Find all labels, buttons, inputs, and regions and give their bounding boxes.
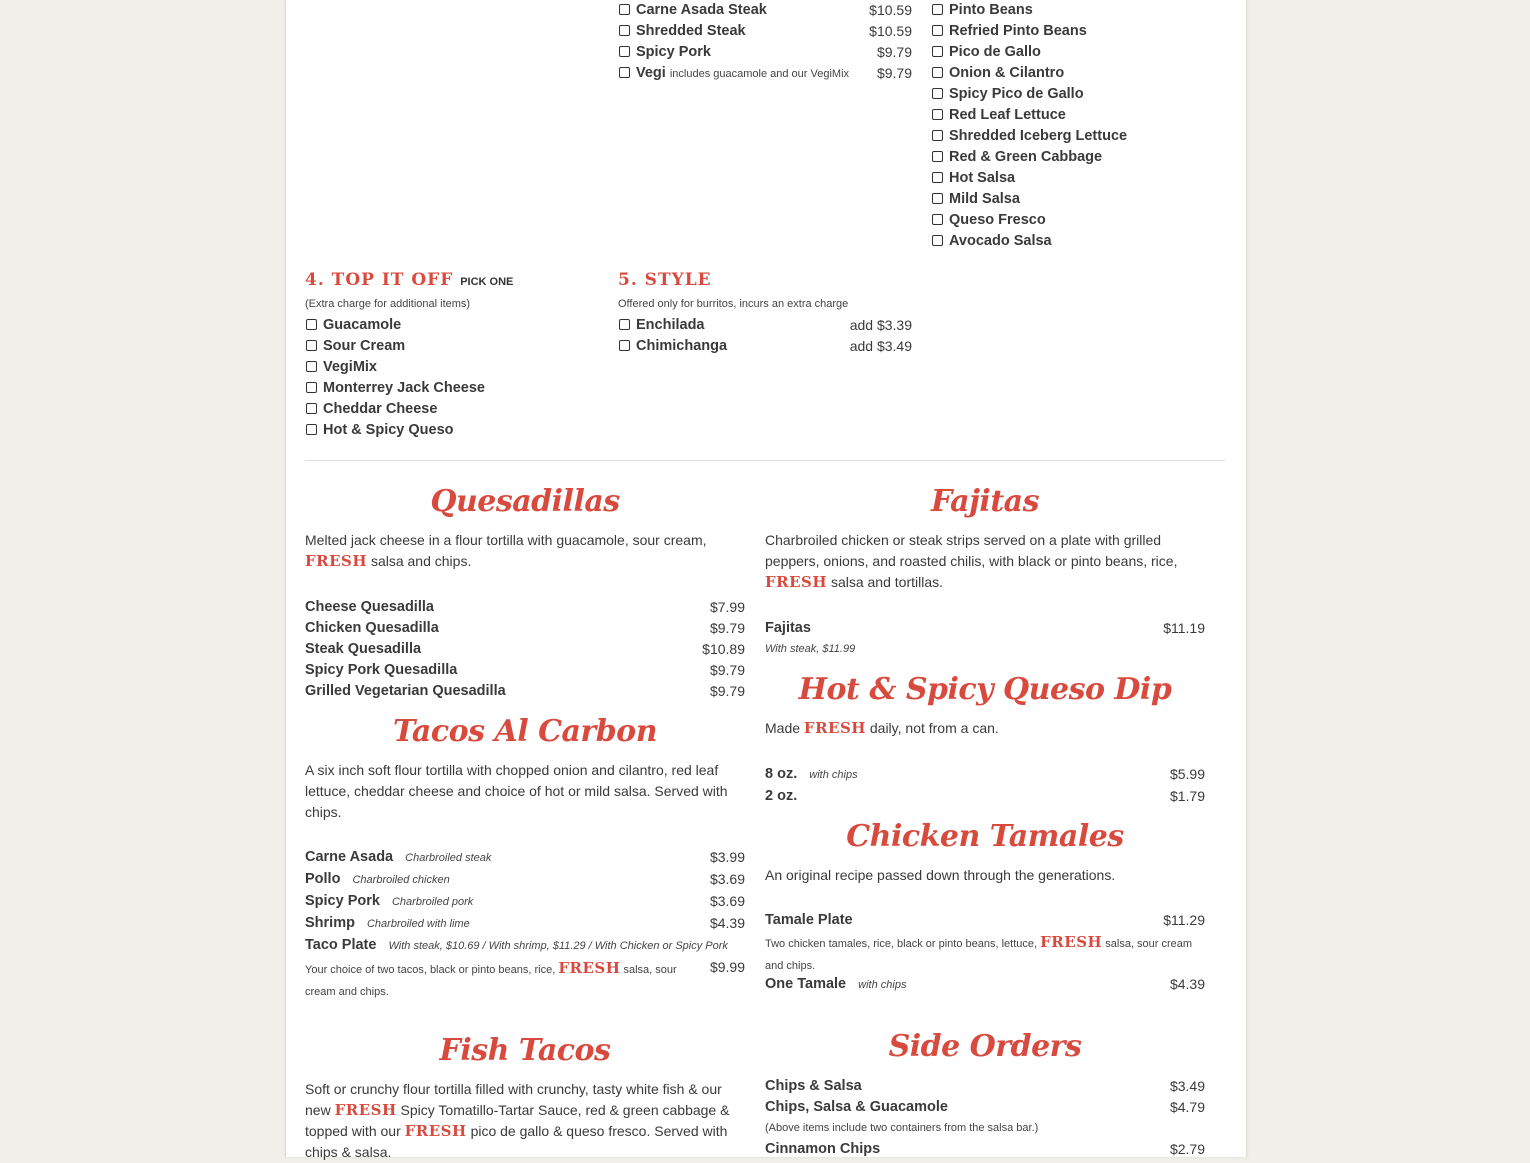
checkbox-icon xyxy=(619,340,630,351)
price: $9.79 xyxy=(709,662,745,678)
pick-one-label: PICK ONE xyxy=(460,276,514,288)
checkbox-icon xyxy=(619,4,630,15)
taco-item[interactable]: Carne Asada Charbroiled steak xyxy=(305,849,492,865)
fresh-label: FRESH xyxy=(305,552,368,570)
option-filling[interactable]: Pinto Beans xyxy=(932,2,1033,18)
price: $1.79 xyxy=(1169,788,1205,804)
option-enchilada[interactable]: Enchilada xyxy=(619,317,705,333)
option-topping[interactable]: Monterrey Jack Cheese xyxy=(306,380,485,396)
one-tamale-item[interactable]: One Tamale with chips xyxy=(765,976,907,992)
checkbox-icon xyxy=(306,403,317,414)
option-chimichanga[interactable]: Chimichanga xyxy=(619,338,727,354)
taco-item[interactable]: Spicy Pork Charbroiled pork xyxy=(305,893,474,909)
checkbox-icon xyxy=(932,214,943,225)
price: add $3.39 xyxy=(849,317,912,333)
checkbox-icon xyxy=(306,382,317,393)
queso-2oz-item[interactable]: 2 oz. xyxy=(765,788,798,804)
chips-salsa-item[interactable]: Chips & Salsa xyxy=(765,1078,862,1094)
tamales-title: Chicken Tamales xyxy=(846,819,1124,854)
option-carne-asada-steak[interactable]: Carne Asada Steak xyxy=(619,2,767,18)
price: $2.79 xyxy=(1169,1141,1205,1157)
price: $3.49 xyxy=(1169,1078,1205,1094)
fajitas-item[interactable]: Fajitas xyxy=(765,620,811,636)
price: $9.79 xyxy=(709,620,745,636)
price: $9.99 xyxy=(709,959,745,975)
checkbox-icon xyxy=(306,424,317,435)
queso-8oz-item[interactable]: 8 oz. with chips xyxy=(765,766,858,782)
option-filling[interactable]: Pico de Gallo xyxy=(932,44,1041,60)
price: $3.69 xyxy=(709,893,745,909)
price: $7.99 xyxy=(709,599,745,615)
price: $10.59 xyxy=(869,23,912,39)
option-filling[interactable]: Spicy Pico de Gallo xyxy=(932,86,1084,102)
option-topping[interactable]: Guacamole xyxy=(306,317,401,333)
price: $9.79 xyxy=(876,65,912,81)
price: $4.39 xyxy=(709,915,745,931)
checkbox-icon xyxy=(932,130,943,141)
checkbox-icon xyxy=(619,46,630,57)
option-filling[interactable]: Avocado Salsa xyxy=(932,233,1052,249)
tamale-plate-desc: Two chicken tamales, rice, black or pinto beans, lettuce, FRESH salsa, sour cream and chips. xyxy=(765,933,1193,972)
chips-salsa-guac-item[interactable]: Chips, Salsa & Guacamole xyxy=(765,1099,948,1115)
option-topping[interactable]: VegiMix xyxy=(306,359,377,375)
fish-tacos-title: Fish Tacos xyxy=(439,1033,611,1068)
option-spicy-pork[interactable]: Spicy Pork xyxy=(619,44,711,60)
checkbox-icon xyxy=(932,25,943,36)
checkbox-icon xyxy=(619,25,630,36)
checkbox-icon xyxy=(932,193,943,204)
tacos-desc: A six inch soft flour tortilla with chopped onion and cilantro, red leaf lettuce, cheddar cheese and choice of hot or mild salsa. Served with chips. xyxy=(305,762,728,820)
checkbox-icon xyxy=(306,361,317,372)
option-filling[interactable]: Queso Fresco xyxy=(932,212,1046,228)
fajitas-desc: Charbroiled chicken or steak strips served on a plate with grilled peppers, onions, and roasted chilis, with black or pinto beans, rice, FRESH salsa and tortillas. xyxy=(765,532,1178,591)
price: $10.59 xyxy=(869,2,912,18)
fajitas-title: Fajitas xyxy=(930,484,1040,519)
taco-plate-note: With steak, $10.69 / With shrimp, $11.29 / With Chicken or Spicy Pork xyxy=(388,940,728,952)
vegi-note: includes guacamole and our VegiMix xyxy=(669,68,850,80)
quesadilla-item[interactable]: Spicy Pork Quesadilla xyxy=(305,662,458,678)
price: $9.79 xyxy=(876,44,912,60)
checkbox-icon xyxy=(306,340,317,351)
option-vegi[interactable]: Vegi includes guacamole and our VegiMix xyxy=(619,65,849,81)
option-filling[interactable]: Hot Salsa xyxy=(932,170,1015,186)
section-divider xyxy=(305,460,1225,461)
taco-item[interactable]: Shrimp Charbroiled with lime xyxy=(305,915,470,931)
option-topping[interactable]: Hot & Spicy Queso xyxy=(306,422,454,438)
price: $4.79 xyxy=(1169,1099,1205,1115)
option-topping[interactable]: Cheddar Cheese xyxy=(306,401,437,417)
quesadilla-item[interactable]: Chicken Quesadilla xyxy=(305,620,439,636)
price: $11.19 xyxy=(1163,620,1205,636)
side-orders-note: (Above items include two containers from the salsa bar.) xyxy=(765,1122,1039,1134)
checkbox-icon xyxy=(619,67,630,78)
option-topping[interactable]: Sour Cream xyxy=(306,338,405,354)
price: $9.79 xyxy=(709,683,745,699)
step5-note: Offered only for burritos, incurs an extra charge xyxy=(618,298,849,310)
option-filling[interactable]: Mild Salsa xyxy=(932,191,1020,207)
price: $11.29 xyxy=(1163,912,1205,928)
checkbox-icon xyxy=(932,67,943,78)
quesadillas-title: Quesadillas xyxy=(430,484,620,519)
option-filling[interactable]: Onion & Cilantro xyxy=(932,65,1064,81)
checkbox-icon xyxy=(306,319,317,330)
price: $3.99 xyxy=(709,849,745,865)
cinnamon-chips-item[interactable]: Cinnamon Chips xyxy=(765,1141,881,1157)
taco-plate-item[interactable]: Taco Plate With steak, $10.69 / With shrimp, $11.29 / With Chicken or Spicy Pork xyxy=(305,937,728,953)
checkbox-icon xyxy=(932,235,943,246)
price: add $3.49 xyxy=(849,338,912,354)
tamales-desc: An original recipe passed down through the generations. xyxy=(765,867,1116,883)
price: $5.99 xyxy=(1169,766,1205,782)
option-filling[interactable]: Red & Green Cabbage xyxy=(932,149,1102,165)
quesadilla-item[interactable]: Steak Quesadilla xyxy=(305,641,422,657)
quesadilla-item[interactable]: Grilled Vegetarian Quesadilla xyxy=(305,683,506,699)
checkbox-icon xyxy=(619,319,630,330)
taco-plate-desc: Your choice of two tacos, black or pinto beans, rice, FRESH salsa, sour cream and chips. xyxy=(305,959,677,998)
step5-heading: 5. STYLE xyxy=(618,270,712,290)
option-shredded-steak[interactable]: Shredded Steak xyxy=(619,23,746,39)
taco-item[interactable]: Pollo Charbroiled chicken xyxy=(305,871,450,887)
step4-note: (Extra charge for additional items) xyxy=(305,298,471,310)
quesadilla-item[interactable]: Cheese Quesadilla xyxy=(305,599,434,615)
price: $4.39 xyxy=(1169,976,1205,992)
option-filling[interactable]: Refried Pinto Beans xyxy=(932,23,1087,39)
option-filling[interactable]: Red Leaf Lettuce xyxy=(932,107,1066,123)
checkbox-icon xyxy=(932,172,943,183)
tamale-plate-item[interactable]: Tamale Plate xyxy=(765,912,853,928)
checkbox-icon xyxy=(932,109,943,120)
checkbox-icon xyxy=(932,4,943,15)
price: $3.69 xyxy=(709,871,745,887)
quesadillas-desc: Melted jack cheese in a flour tortilla with guacamole, sour cream, FRESH salsa and chips. xyxy=(305,532,707,570)
fajitas-note: With steak, $11.99 xyxy=(765,643,856,655)
fish-tacos-desc: Soft or crunchy flour tortilla filled with crunchy, tasty white fish & our new FRESH Spicy Tomatillo-Tartar Sauce, red & green cabbage & topped with our FRESH pico de gallo & queso fresco. Served with chips & salsa. xyxy=(305,1081,730,1160)
queso-title: Hot & Spicy Queso Dip xyxy=(798,672,1172,707)
step4-heading: 4. TOP IT OFF PICK ONE xyxy=(305,270,514,290)
price: $10.89 xyxy=(702,641,745,657)
checkbox-icon xyxy=(932,151,943,162)
tacos-title: Tacos Al Carbon xyxy=(392,714,658,749)
checkbox-icon xyxy=(932,88,943,99)
option-filling[interactable]: Shredded Iceberg Lettuce xyxy=(932,128,1127,144)
checkbox-icon xyxy=(932,46,943,57)
side-orders-title: Side Orders xyxy=(888,1029,1082,1064)
queso-desc: Made FRESH daily, not from a can. xyxy=(765,719,999,737)
